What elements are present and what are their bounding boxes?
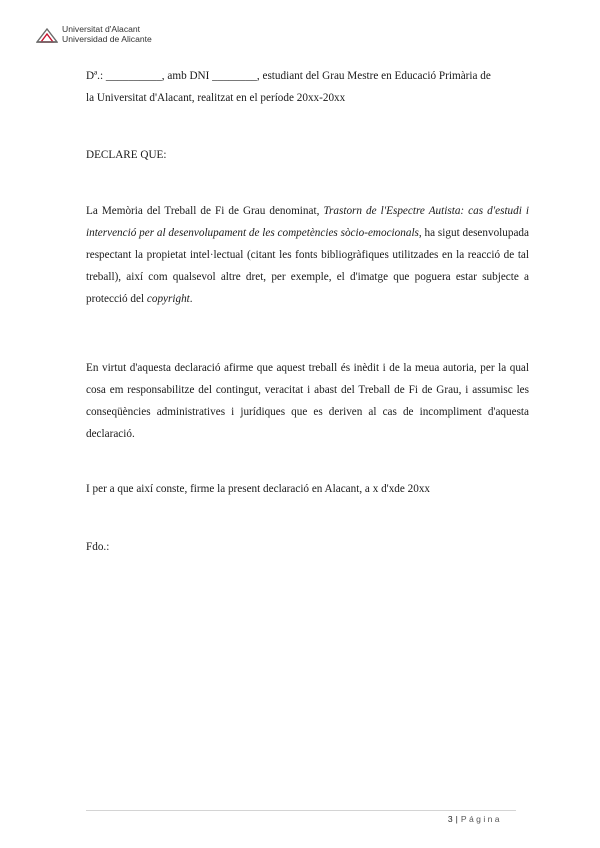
page-number: 3: [447, 814, 453, 824]
footer-separator: |: [455, 814, 458, 824]
university-emblem-icon: [36, 26, 58, 44]
virtut-paragraph: En virtut d'aquesta declaració afirme que aquest treball és inèdit i de la meua autoria, per la qual cosa em responsabilitze del contingut, veracitat i abast del Treball de Fi de Grau, i assumisc les conseqüències administratives i jurídiques que es deriven al cas de incompliment d'aquesta declaració.: [86, 362, 529, 440]
memoria-text-end: .: [189, 293, 193, 305]
footer-divider: [86, 810, 516, 811]
memoria-text-middle: , ha sigut desenvolupada respectant la propietat intel·lectual (citant les fonts bibliogràfiques utilitzades en la reacció de tal treball), així com qualsevol altre dret, per exemple, el d'imatge que poguera estar subjecte a protecció del: [86, 227, 529, 305]
university-name-ca: Universitat d'Alacant: [62, 24, 141, 34]
intro-paragraph: [86, 65, 529, 109]
signature-label: Fdo.:: [86, 541, 110, 553]
sign-statement: I per a que així conste, firme la present declaració en Alacant, a x d'xde 20xx: [86, 483, 431, 495]
page-word: Página: [460, 814, 502, 824]
intro-line-1: Dª.: __________, amb DNI ________, estudiant del Grau Mestre en Educació Primària de: [86, 70, 491, 82]
tfg-title: Trastorn de l'Espectre Autista: cas d'estudi i intervenció per al desenvolupament de les competències sòcio-emocionals: [86, 205, 530, 239]
memoria-text-start: La Memòria del Treball de Fi de Grau denominat,: [86, 205, 324, 217]
page-footer: [448, 814, 502, 824]
memoria-paragraph: [86, 200, 529, 310]
intro-line-2: la Universitat d'Alacant, realitzat en el període 20xx-20xx: [86, 92, 346, 104]
copyright-term: copyright: [146, 293, 190, 305]
university-name-es: Universidad de Alicante: [62, 34, 152, 44]
declare-heading: DECLARE QUE:: [86, 149, 167, 161]
